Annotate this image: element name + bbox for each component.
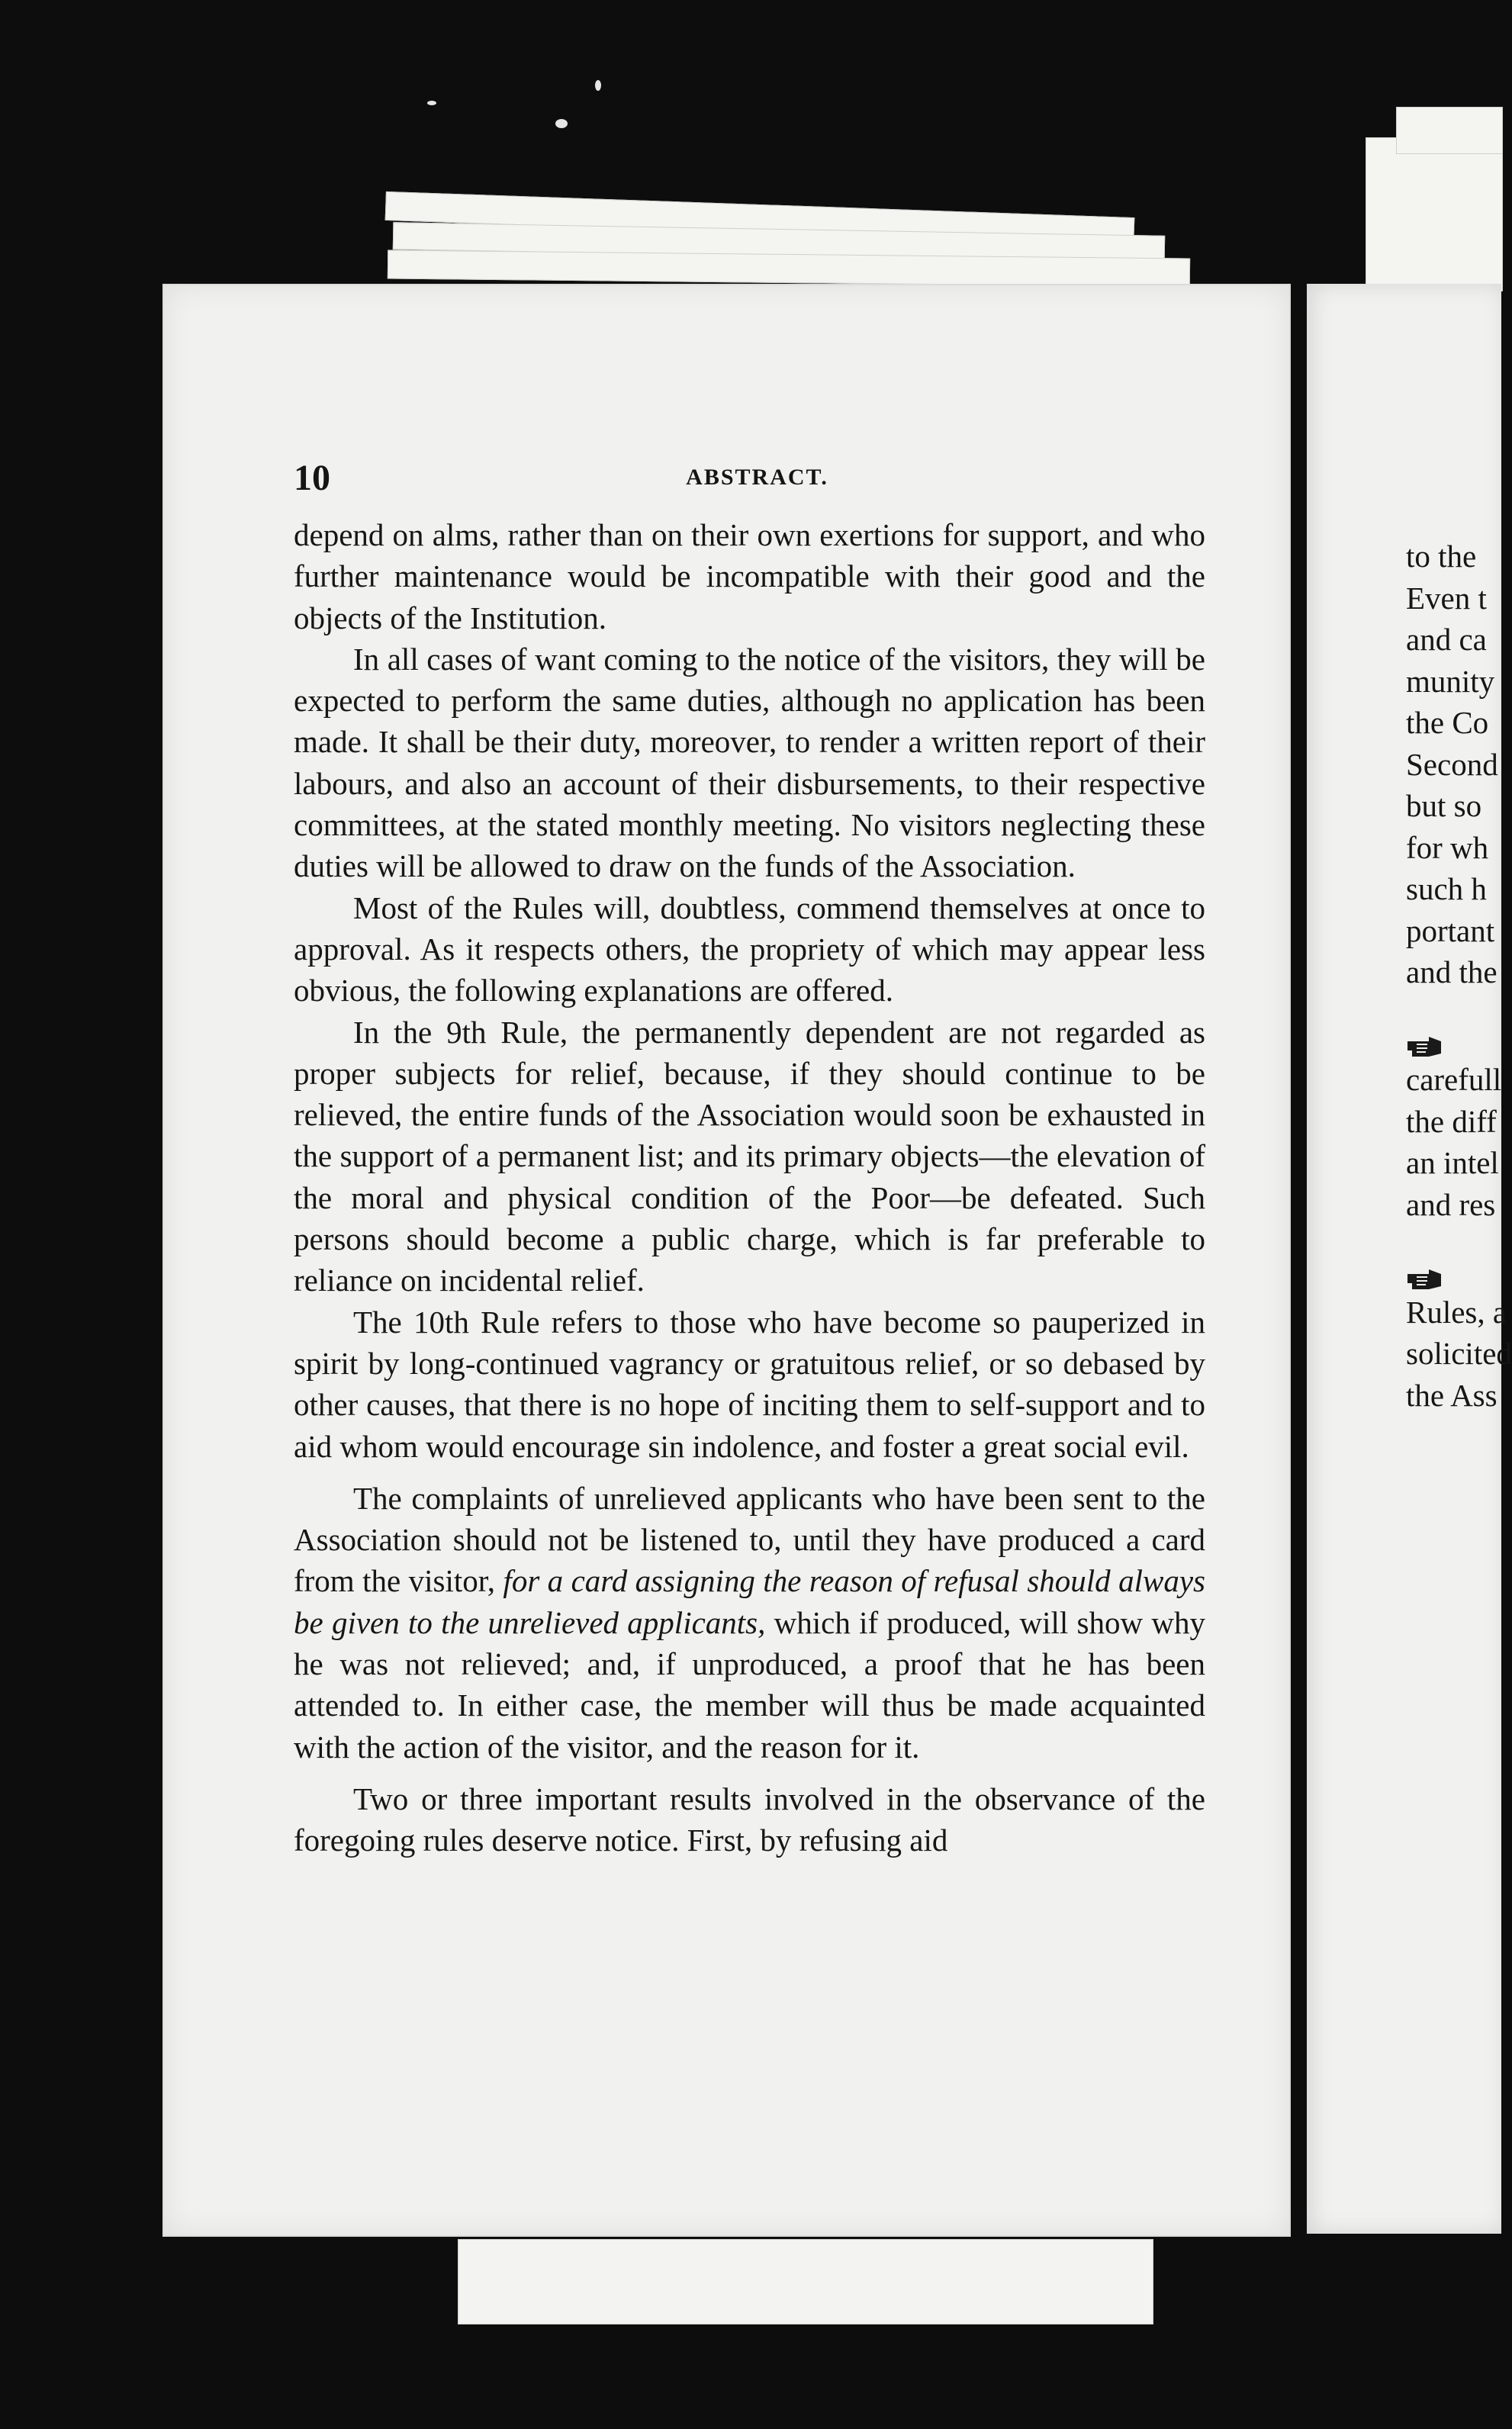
- right-page-line: munity: [1406, 663, 1495, 699]
- page-number: 10: [294, 458, 330, 498]
- hand-pointer-line: [1406, 1250, 1512, 1292]
- right-page-line: such h: [1406, 871, 1487, 906]
- right-page-line: Even t: [1406, 580, 1487, 616]
- right-page-line: and res: [1406, 1186, 1496, 1222]
- right-page-line: and the: [1406, 954, 1498, 989]
- line-gap: [1406, 1225, 1512, 1250]
- paper-edge: [1366, 137, 1503, 291]
- paper-edge: [458, 2239, 1153, 2324]
- right-page-line: Second: [1406, 746, 1498, 782]
- right-page-line: the Co: [1406, 705, 1489, 740]
- right-page-line: an intel: [1406, 1145, 1499, 1180]
- dust-speck: [427, 101, 436, 105]
- body-paragraph: [294, 639, 1205, 887]
- body-text: [294, 514, 1205, 1861]
- text-run: depend on alms, rather than on their own exertions for support, and who further maintenance would be incompatible with their good and the objects of the Institution.: [294, 517, 1205, 635]
- book-page-right: [1307, 284, 1512, 2234]
- text-run: Most of the Rules will, doubtless, commend themselves at once to approval. As it respects others, the propriety of which may appear less obvious, the following explanations are offered.: [294, 890, 1205, 1009]
- right-page-line: solicited: [1406, 1336, 1512, 1371]
- line-gap: [1406, 993, 1512, 1018]
- text-run: In all cases of want coming to the notice of the visitors, they will be expected to perform the same duties, although no application has been made. It shall be their duty, moreover, to render a written report of their labours, and also an account of their disbursements, to their respective committees, at the stated monthly meeting. No visitors neglecting these duties will be allowed to draw on the funds of the Association.: [294, 641, 1205, 884]
- right-page-line: and ca: [1406, 622, 1487, 657]
- italic-emphasis: for a card assigning the reason of refusal should always be given to the unrelieved applicants,: [294, 1563, 1205, 1640]
- body-paragraph: [294, 1301, 1205, 1467]
- dust-speck: [555, 119, 568, 128]
- pointing-hand-icon: [1406, 1261, 1444, 1287]
- body-paragraph: [294, 887, 1205, 1012]
- text-run: The complaints of unrelieved applicants who have been sent to the Association should not be listened to, until they have produced a card from the visitor,: [294, 1480, 1205, 1599]
- book-page-left: [162, 284, 1291, 2237]
- dust-speck: [595, 80, 601, 91]
- right-page-line: but so: [1406, 788, 1482, 823]
- running-head: [294, 457, 1221, 503]
- right-page-line: portant: [1406, 912, 1495, 948]
- paper-edge: [1396, 107, 1503, 154]
- running-title: ABSTRACT.: [686, 465, 828, 490]
- body-paragraph: [294, 1012, 1205, 1301]
- hand-pointer-line: [1406, 1018, 1512, 1060]
- text-run: The 10th Rule refers to those who have become so pauperized in spirit by long-continued vagrancy or gratuitous relief, or so debased by other causes, that there is no hope of inciting them to self-support and to aid whom would encourage sin indolence, and foster a great social evil.: [294, 1304, 1205, 1464]
- body-paragraph: [294, 1778, 1205, 1861]
- text-run: which if produced, will show why he was not relieved; and, if unproduced, a proof that he has been attended to. In either case, the member will thus be made acquainted with the action of the visitor, and the reason for it.: [294, 1604, 1205, 1765]
- right-page-line: the Ass: [1406, 1377, 1498, 1413]
- right-page-text: [1406, 536, 1512, 1416]
- pointing-hand-icon: [1406, 1028, 1444, 1054]
- right-page-line: for wh: [1406, 829, 1489, 865]
- right-page-line: Rules, a: [1406, 1294, 1507, 1330]
- text-run: Two or three important results involved in the observance of the foregoing rules deserve notice. First, by refusing aid: [294, 1781, 1205, 1858]
- right-page-line: carefull: [1406, 1062, 1502, 1097]
- right-page-line: the diff: [1406, 1103, 1497, 1139]
- body-paragraph: [294, 1478, 1205, 1768]
- text-run: In the 9th Rule, the permanently dependent are not regarded as proper subjects for relief, because, if they should continue to be relieved, the entire funds of the Association would soon be exhausted in the support of a permanent list; and its primary objects—the elevation of the moral and physical condition of the Poor—be defeated. Such persons should become a public charge, which is far preferable to reliance on incidental relief.: [294, 1014, 1205, 1298]
- right-page-line: to the: [1406, 539, 1477, 574]
- body-paragraph: [294, 514, 1205, 639]
